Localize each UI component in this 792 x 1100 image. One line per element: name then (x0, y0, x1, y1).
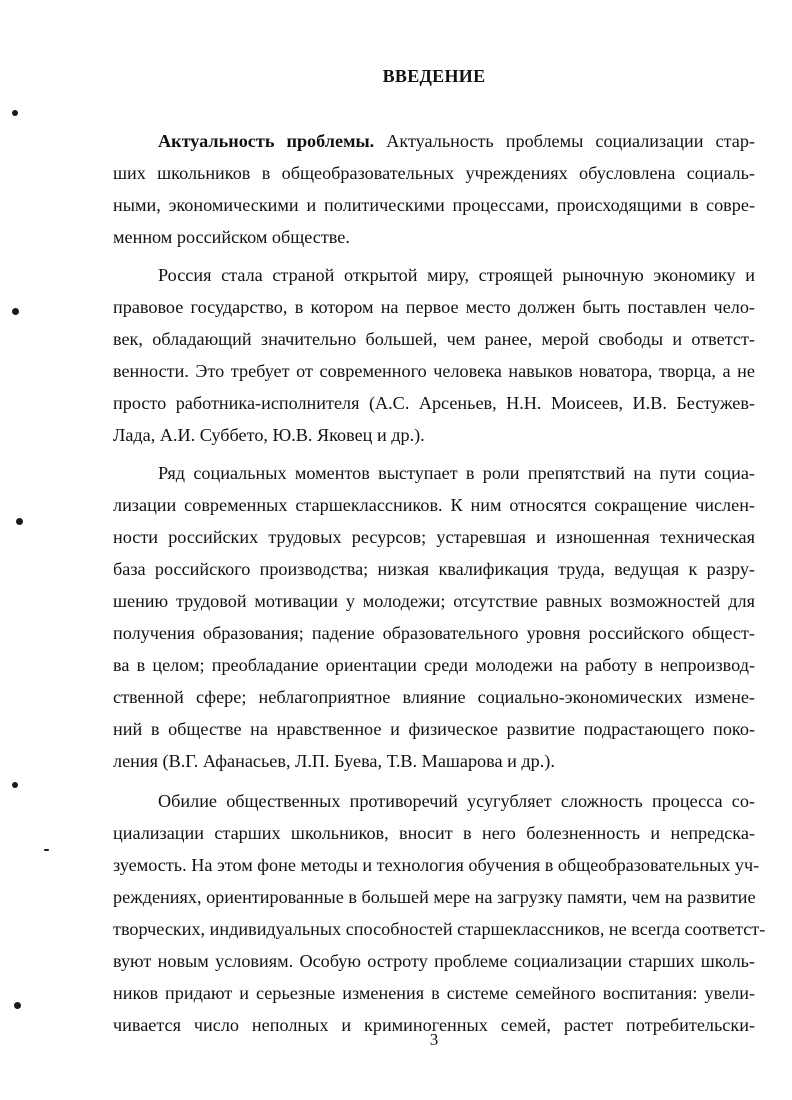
paragraph-3-line-10: ления (В.Г. Афанасьев, Л.П. Буева, Т.В. Машарова и др.). (113, 751, 555, 771)
paragraph-1-line-1 (158, 130, 755, 152)
page-number: 3 (429, 1030, 439, 1049)
paragraph-2-line-5: просто работника-исполнителя (А.С. Арсеньев, Н.Н. Моисеев, И.В. Бестужев- (113, 393, 755, 413)
paragraph-3-line-1: Ряд социальных моментов выступает в роли препятствий на пути социа- (158, 463, 755, 483)
paragraph-2-line-4: венности. Это требует от современного человека навыков новатора, творца, а не (113, 361, 755, 381)
paragraph-1-line-3: ными, экономическими и политическими процессами, происходящими в совре- (113, 195, 755, 215)
scan-mark (16, 518, 23, 525)
paragraph-4-line-8: чивается число неполных и криминогенных семей, растет потребительски- (113, 1015, 755, 1035)
scan-mark (12, 110, 18, 116)
paragraph-4-line-1: Обилие общественных противоречий усугубляет сложность процесса со- (158, 791, 755, 811)
paragraph-3-line-7: ва в целом; преобладание ориентации среди молодежи на работу в непроизвод- (113, 655, 755, 675)
paragraph-4-line-6: вуют новым условиям. Особую остроту проблеме социализации старших школь- (113, 951, 755, 971)
page-title: ВВЕДЕНИЕ (382, 66, 486, 86)
lead-bold-heading: Актуальность проблемы. (158, 131, 375, 151)
paragraph-4-line-4: реждениях, ориентированные в большей мере на загрузку памяти, чем на развитие (113, 887, 756, 907)
paragraph-1-line-1-rest: Актуальность проблемы социализации стар- (374, 131, 755, 151)
paragraph-2-line-1: Россия стала страной открытой миру, строящей рыночную экономику и (158, 265, 755, 285)
paragraph-3-line-9: ний в обществе на нравственное и физическое развитие подрастающего поко- (113, 719, 755, 739)
paragraph-3-line-8: ственной сфере; неблагоприятное влияние социально-экономических измене- (113, 687, 755, 707)
scan-mark (12, 308, 19, 315)
paragraph-1-line-2: ших школьников в общеобразовательных учреждениях обусловлена социаль- (113, 163, 755, 183)
paragraph-3-line-6: получения образования; падение образовательного уровня российского общест- (113, 623, 755, 643)
paragraph-3-line-3: ности российских трудовых ресурсов; устаревшая и изношенная техническая (113, 527, 755, 547)
paragraph-4-line-2: циализации старших школьников, вносит в него болезненность и непредска- (113, 823, 755, 843)
paragraph-2-line-2: правовое государство, в котором на первое место должен быть поставлен чело- (113, 297, 755, 317)
paragraph-4-line-3: зуемость. На этом фоне методы и технология обучения в общеобразовательных уч- (113, 855, 760, 875)
scan-mark (44, 849, 49, 851)
paragraph-3-line-5: шению трудовой мотивации у молодежи; отсутствие равных возможностей для (113, 591, 755, 611)
paragraph-4-line-7: ников придают и серьезные изменения в системе семейного воспитания: увели- (113, 983, 755, 1003)
scan-mark (12, 782, 18, 788)
paragraph-3-line-4: база российского производства; низкая квалификация труда, ведущая к разру- (113, 559, 755, 579)
scan-mark (14, 1002, 21, 1009)
paragraph-4-line-5: творческих, индивидуальных способностей старшеклассников, не всегда соответст- (113, 919, 766, 939)
paragraph-1-line-4: менном российском обществе. (113, 227, 350, 247)
paragraph-2-line-6: Лада, А.И. Суббето, Ю.В. Яковец и др.). (113, 425, 425, 445)
paragraph-2-line-3: век, обладающий значительно большей, чем ранее, мерой свободы и ответст- (113, 329, 755, 349)
paragraph-3-line-2: лизации современных старшеклассников. К ним относятся сокращение числен- (113, 495, 755, 515)
